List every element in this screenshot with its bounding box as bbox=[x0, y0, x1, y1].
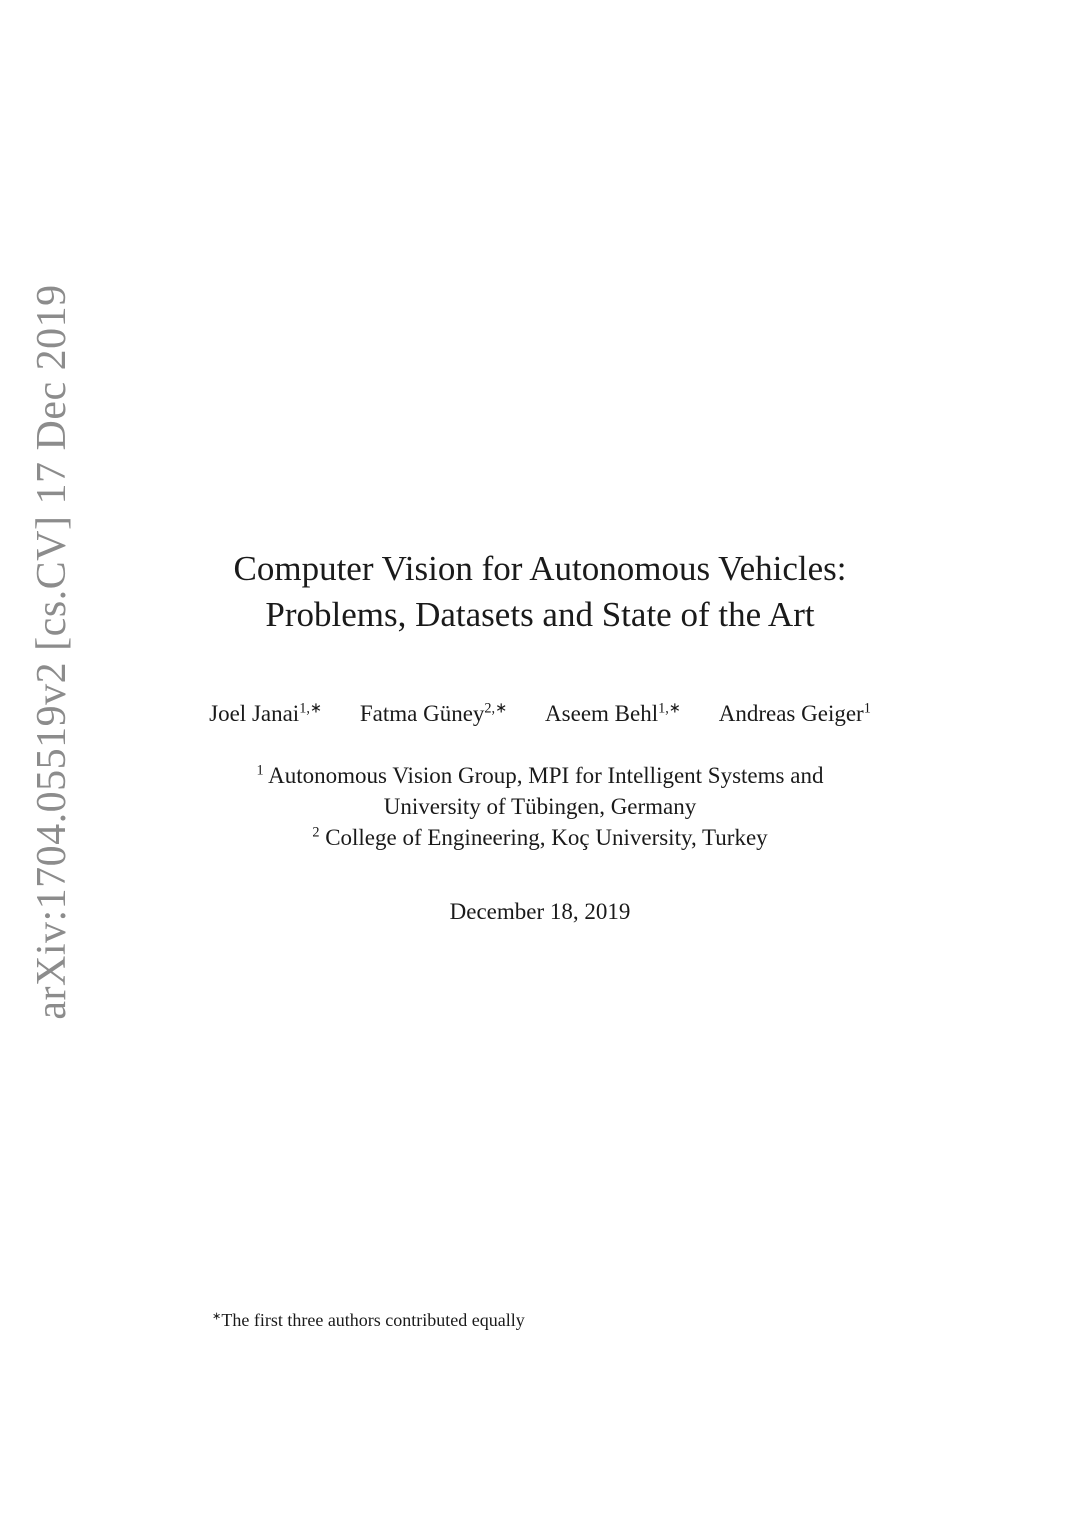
author-affiliation-mark: 1 bbox=[863, 700, 871, 717]
author-name: Andreas Geiger bbox=[718, 701, 864, 726]
title-line-1: Computer Vision for Autonomous Vehicles: bbox=[233, 549, 847, 588]
arxiv-identifier-stamp: arXiv:1704.05519v2 [cs.CV] 17 Dec 2019 bbox=[29, 284, 75, 1020]
author-affiliation-mark: 1,∗ bbox=[299, 700, 322, 717]
affiliation-1-line-2: University of Tübingen, Germany bbox=[383, 794, 697, 819]
footnote-mark: ∗ bbox=[212, 1310, 222, 1323]
paper-title bbox=[0, 546, 1080, 638]
title-line-2: Problems, Datasets and State of the Art bbox=[265, 595, 815, 634]
author-behl bbox=[545, 698, 681, 730]
author-list bbox=[0, 698, 1080, 730]
affiliation-2-line-1 bbox=[0, 822, 1080, 853]
affiliations bbox=[0, 760, 1080, 853]
author-affiliation-mark: 1,∗ bbox=[658, 700, 681, 717]
publication-date: December 18, 2019 bbox=[449, 899, 631, 924]
author-guney bbox=[360, 698, 507, 730]
author-name: Aseem Behl bbox=[545, 701, 659, 726]
author-janai bbox=[209, 698, 322, 730]
affiliation-2-mark: 2 bbox=[312, 824, 320, 841]
author-geiger bbox=[719, 698, 871, 730]
affiliation-1-text: Autonomous Vision Group, MPI for Intelligent Systems and bbox=[263, 763, 824, 788]
footnote bbox=[212, 1308, 525, 1332]
author-affiliation-mark: 2,∗ bbox=[484, 700, 508, 717]
affiliation-1-line-1 bbox=[0, 760, 1080, 791]
footnote-text: The first three authors contributed equally bbox=[221, 1310, 525, 1330]
affiliation-1-mark: 1 bbox=[256, 762, 264, 779]
author-name: Fatma Güney bbox=[359, 701, 485, 726]
author-name: Joel Janai bbox=[209, 701, 300, 726]
affiliation-2-text: College of Engineering, Koç University, Turkey bbox=[319, 825, 768, 850]
